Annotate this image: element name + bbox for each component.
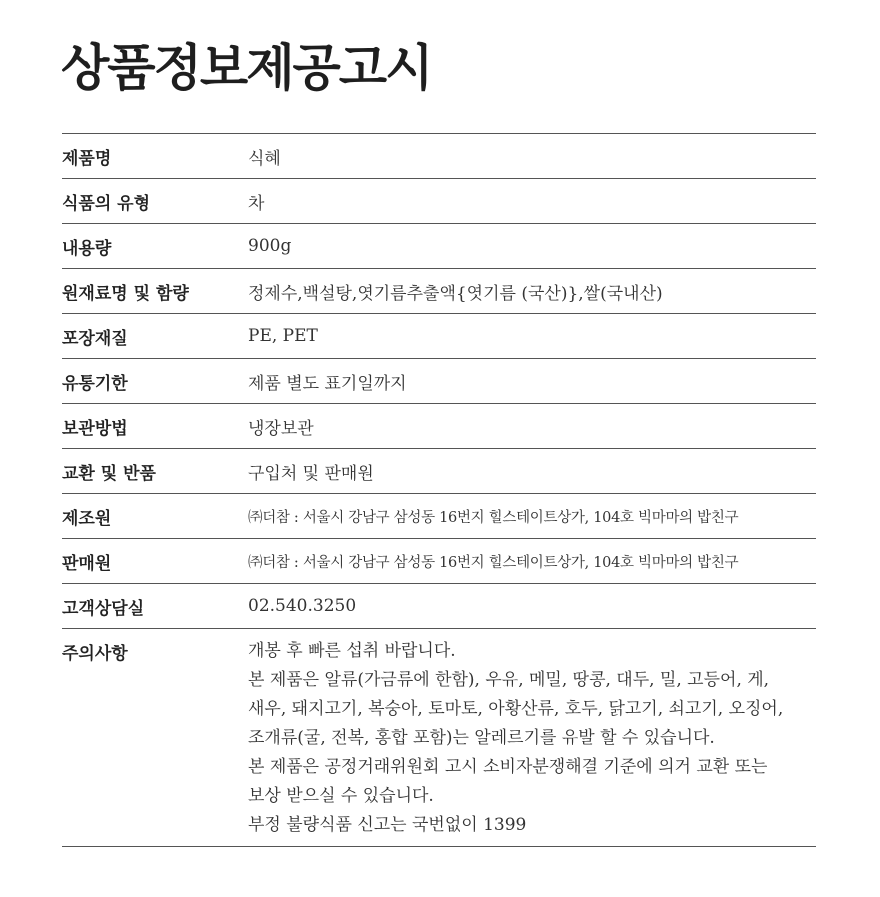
row-label: 제조원	[62, 508, 112, 529]
caution-line: 본 제품은 공정거래위원회 고시 소비자분쟁해결 기준에 의거 교환 또는	[248, 757, 768, 777]
table-row-storage	[62, 404, 816, 449]
row-value: ㈜더참 : 서울시 강남구 삼성동 16번지 힐스테이트상가, 104호 빅마마의 밥친구	[248, 509, 739, 526]
caution-notes	[248, 637, 816, 840]
table-row-packaging	[62, 314, 816, 359]
page-title: 상품정보제공고시	[61, 38, 432, 97]
row-label: 판매원	[62, 553, 112, 574]
caution-line: 부정 불량식품 신고는 국번없이 1399	[248, 815, 527, 835]
row-value: 제품 별도 표기일까지	[248, 373, 407, 394]
caution-line: 개봉 후 빠른 섭취 바랍니다.	[248, 641, 456, 661]
row-value: 냉장보관	[248, 418, 314, 439]
table-row-food-type	[62, 179, 816, 224]
row-value: PE, PET	[248, 326, 318, 346]
caution-line: 보상 받으실 수 있습니다.	[248, 786, 434, 806]
table-row-exchange	[62, 449, 816, 494]
table-row-product-name	[62, 134, 816, 179]
row-label: 제품명	[62, 148, 112, 169]
table-row-seller	[62, 539, 816, 584]
table-row-volume	[62, 224, 816, 269]
table-row-expiry	[62, 359, 816, 404]
caution-line: 본 제품은 알류(가금류에 한함), 우유, 메밀, 땅콩, 대두, 밀, 고등어, 게,	[248, 670, 770, 690]
caution-line: 조개류(굴, 전복, 홍합 포함)는 알레르기를 유발 할 수 있습니다.	[248, 728, 715, 748]
row-label: 유통기한	[62, 373, 128, 394]
table-row-customer-service	[62, 584, 816, 629]
row-label: 교환 및 반품	[62, 463, 156, 484]
row-label: 내용량	[62, 238, 112, 259]
row-label: 주의사항	[62, 644, 128, 664]
row-value: 차	[248, 193, 265, 214]
row-label: 식품의 유형	[62, 193, 151, 214]
caution-line: 새우, 돼지고기, 복숭아, 토마토, 아황산류, 호두, 닭고기, 쇠고기, 오징어,	[248, 699, 784, 719]
row-value: 정제수,백설탕,엿기름추출액{엿기름 (국산)},쌀(국내산)	[248, 283, 663, 304]
product-info-table	[62, 133, 816, 847]
table-row-manufacturer	[62, 494, 816, 539]
row-label: 원재료명 및 함량	[62, 283, 189, 304]
row-value: 구입처 및 판매원	[248, 463, 374, 484]
row-value: 900g	[248, 236, 292, 256]
row-label: 고객상담실	[62, 598, 145, 619]
table-row-caution	[62, 629, 816, 847]
row-value: 02.540.3250	[248, 596, 357, 616]
table-row-ingredients	[62, 269, 816, 314]
row-label: 보관방법	[62, 418, 128, 439]
row-label: 포장재질	[62, 328, 128, 349]
row-value: 식혜	[248, 148, 281, 169]
row-value: ㈜더참 : 서울시 강남구 삼성동 16번지 힐스테이트상가, 104호 빅마마의 밥친구	[248, 554, 739, 571]
